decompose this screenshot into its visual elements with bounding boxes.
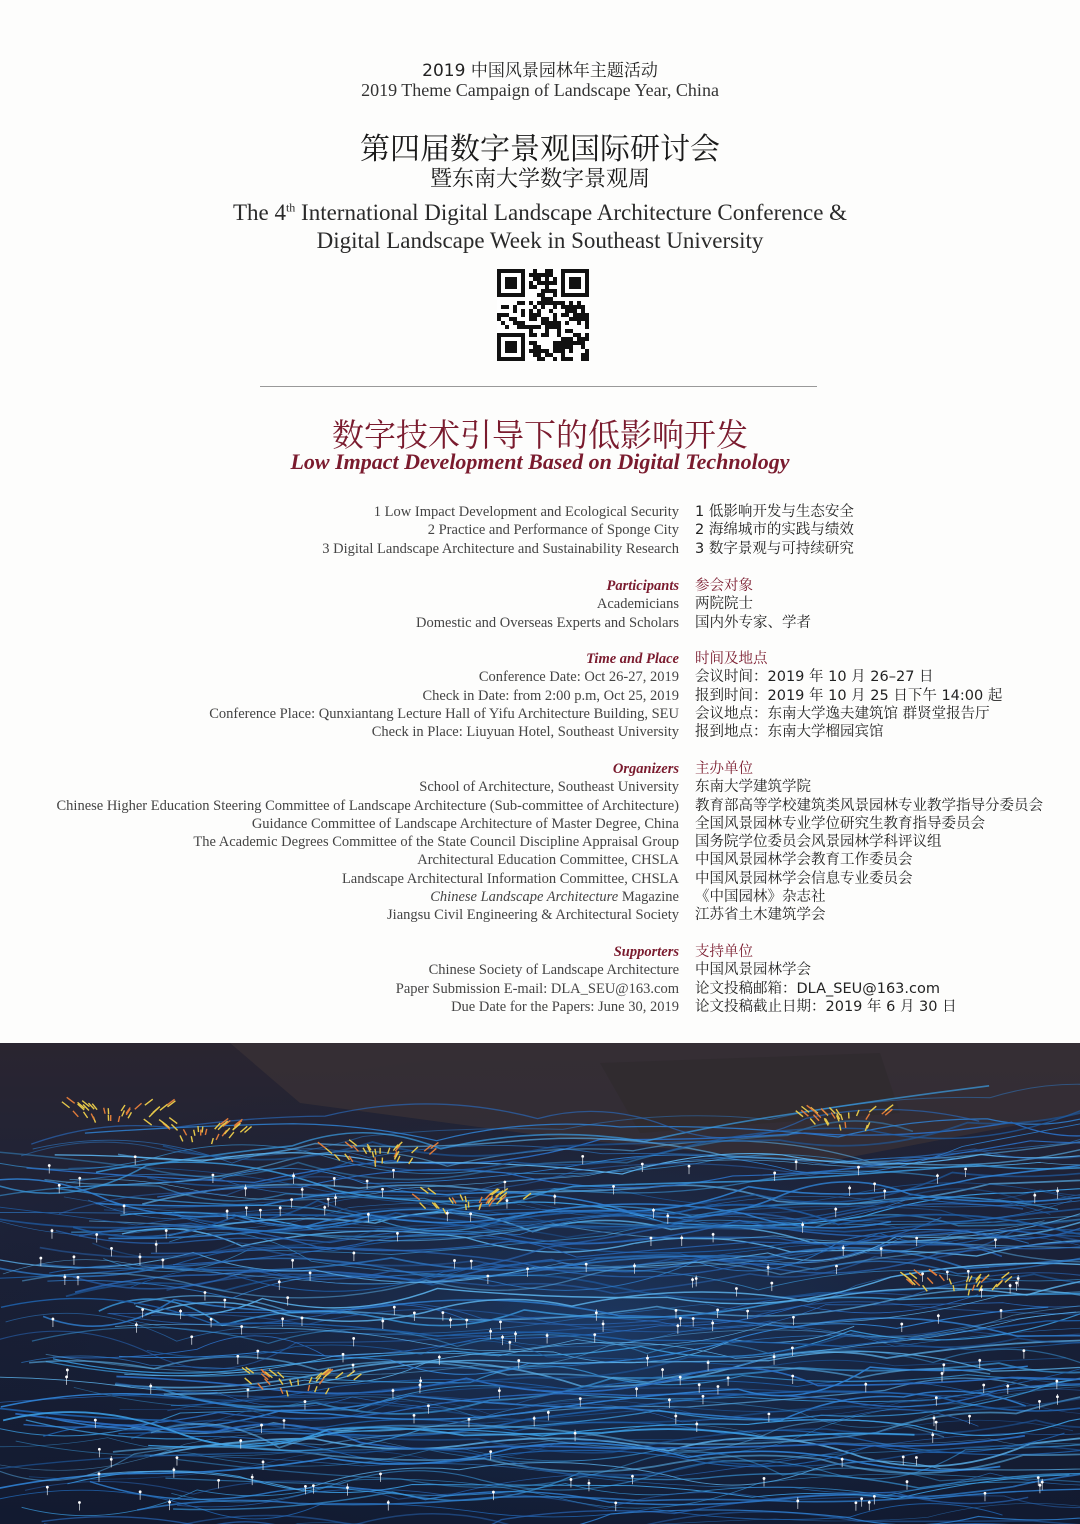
flow-pin-head xyxy=(312,1484,315,1487)
organizer-cn: 全国风景园林专业学位研究生教育指导委员会 xyxy=(695,815,985,832)
flow-pin-head xyxy=(1055,1380,1058,1383)
flow-pin-head xyxy=(695,1423,698,1426)
flow-pin-head xyxy=(63,1276,66,1279)
flow-pin-head xyxy=(240,1325,243,1328)
flow-pin-head xyxy=(226,1210,229,1213)
organizer-cn: 东南大学建筑学院 xyxy=(695,779,811,796)
flow-pin-head xyxy=(413,1414,416,1417)
topics-en xyxy=(0,503,679,558)
participant-en: Academicians xyxy=(596,596,679,613)
flow-pin-head xyxy=(48,1164,51,1167)
flow-pin-head xyxy=(366,1180,369,1183)
organizer-en: The Academic Degrees Committee of the State Council Discipline Appraisal Group xyxy=(193,834,679,851)
flow-pin-head xyxy=(860,1497,863,1500)
flow-pin-head xyxy=(854,1501,857,1504)
flow-pin-head xyxy=(239,1439,242,1442)
flow-pin-head xyxy=(646,1357,649,1360)
flow-pin-head xyxy=(190,1335,193,1338)
flow-pin-head xyxy=(1039,1484,1042,1487)
topic-cn: 1 低影响开发与生态安全 xyxy=(695,504,854,520)
organizer-cn: 《中国园林》杂志社 xyxy=(695,889,826,906)
flow-pin-head xyxy=(236,1355,239,1358)
flow-pin-head xyxy=(333,1177,336,1180)
flow-arrow xyxy=(202,1127,203,1133)
flow-pin-head xyxy=(489,1450,492,1453)
flow-pin-head xyxy=(438,1356,441,1359)
campaign-title-en: 2019 Theme Campaign of Landscape Year, China xyxy=(361,80,719,100)
flow-pin-head xyxy=(352,1364,355,1367)
flow-pin-head xyxy=(1041,1481,1044,1484)
flow-pin-head xyxy=(149,1385,152,1388)
flow-pin-head xyxy=(381,1320,384,1323)
supporters-cn xyxy=(695,943,1075,1016)
flow-pin-head xyxy=(98,1448,101,1451)
conference-subtitle-cn: 暨东南大学数字景观周 xyxy=(429,167,650,192)
flow-pin-head xyxy=(941,1372,944,1375)
flow-pin-head xyxy=(921,1272,924,1275)
flow-pin-head xyxy=(935,1421,938,1424)
time-place-cn xyxy=(695,650,1075,741)
participants-en xyxy=(0,577,679,632)
flow-pin-head xyxy=(691,1278,694,1281)
flow-pin-head xyxy=(570,1478,573,1481)
organizer-cn: 中国风景园林学会信息专业委员会 xyxy=(695,870,913,887)
flow-pin-head xyxy=(392,1389,395,1392)
flow-pin-head xyxy=(514,1332,517,1335)
flow-pin-head xyxy=(1015,1282,1018,1285)
flow-pin-head xyxy=(980,1288,983,1291)
flow-pin-head xyxy=(935,1396,938,1399)
title-en-pre: The 4 xyxy=(232,200,286,225)
flow-pin-head xyxy=(906,1480,909,1483)
flow-pin-head xyxy=(883,1190,886,1193)
flow-pin-head xyxy=(635,1387,638,1390)
flow-pin-head xyxy=(1022,1349,1025,1352)
flow-pin-head xyxy=(65,1376,68,1379)
theme-title-en: Low Impact Development Based on Digital Technology xyxy=(290,449,790,474)
flow-pin-head xyxy=(968,1415,971,1418)
conference-title-cn: 第四届数字景观国际研讨会 xyxy=(360,132,720,167)
flow-pin-head xyxy=(123,1205,126,1208)
flow-pin-head xyxy=(842,1247,845,1250)
flow-pin-head xyxy=(702,1395,705,1398)
flow-pin-head xyxy=(453,1259,456,1262)
flow-arrow xyxy=(198,1126,199,1132)
flow-pin-head xyxy=(260,1424,263,1427)
flow-pin-head xyxy=(244,1187,247,1190)
organizers-cn xyxy=(695,760,1075,925)
flow-pin-head xyxy=(346,1486,349,1489)
organizers-en xyxy=(0,760,679,925)
flow-pin-head xyxy=(352,1337,355,1340)
flow-pin-head xyxy=(155,1243,158,1246)
flow-pin-head xyxy=(931,1433,934,1436)
landscape-flow-image xyxy=(0,1043,1080,1524)
flow-pin-head xyxy=(304,1485,307,1488)
flow-pin-head xyxy=(641,1163,644,1166)
flow-pin-head xyxy=(110,1458,113,1461)
flow-pin-head xyxy=(717,1385,720,1388)
flow-arrow xyxy=(845,1122,846,1128)
flow-pin-head xyxy=(661,1368,664,1371)
flow-pin-head xyxy=(574,1432,577,1435)
flow-pin-head xyxy=(342,1353,345,1356)
organizers-heading-en: Organizers xyxy=(612,761,679,777)
flow-pin-head xyxy=(834,1208,837,1211)
flow-pin-head xyxy=(933,1417,936,1420)
flow-pin-head xyxy=(134,1155,137,1158)
flow-pin-head xyxy=(848,1187,851,1190)
flow-pin-head xyxy=(281,1317,284,1320)
flow-pin-head xyxy=(110,1247,113,1250)
flow-pin-head xyxy=(546,1334,549,1337)
participants-heading-cn: 参会对象 xyxy=(695,578,753,594)
participants-cn xyxy=(695,577,1075,632)
flow-arrow xyxy=(466,1204,467,1210)
flow-pin-head xyxy=(381,1188,384,1191)
flow-pin-head xyxy=(292,1174,295,1177)
participant-cn: 两院院士 xyxy=(695,596,753,613)
flow-pin-head xyxy=(612,1185,615,1188)
conference-title-en-line2: Digital Landscape Week in Southeast University xyxy=(316,228,764,253)
flow-pin-head xyxy=(937,1314,940,1317)
flow-pin-head xyxy=(367,1213,370,1216)
flow-pin-head xyxy=(767,1413,770,1416)
flow-pin-head xyxy=(51,1229,54,1232)
flow-pin-head xyxy=(675,1309,678,1312)
flow-pin-head xyxy=(978,1359,981,1362)
flow-pin-head xyxy=(217,1479,220,1482)
flow-pin-head xyxy=(327,1198,330,1201)
flow-pin-head xyxy=(873,1182,876,1185)
flow-pin-head xyxy=(936,1174,939,1177)
flow-pin-head xyxy=(498,1389,501,1392)
flow-pin-head xyxy=(553,1195,556,1198)
flow-pin-head xyxy=(427,1404,430,1407)
theme-title-cn: 数字技术引导下的低影响开发 xyxy=(331,416,748,454)
flow-pin-head xyxy=(735,1287,738,1290)
flow-pin-head xyxy=(796,1500,799,1503)
title-en-post: International Digital Landscape Architecture Conference & xyxy=(295,200,848,225)
topic-en: 1 Low Impact Development and Ecological Security xyxy=(373,504,679,520)
flow-pin-head xyxy=(52,1318,55,1321)
flow-pin-head xyxy=(526,1267,529,1270)
flow-pin-head xyxy=(727,1376,730,1379)
participant-en: Domestic and Overseas Experts and Scholars xyxy=(416,614,679,631)
supporters-heading-cn: 支持单位 xyxy=(695,944,753,960)
flow-pin-head xyxy=(902,1456,905,1459)
flow-pin-head xyxy=(387,1501,390,1504)
flow-pin-head xyxy=(680,1237,683,1240)
flow-pin-head xyxy=(486,1275,489,1278)
flow-pin-head xyxy=(262,1461,265,1464)
flow-pin-head xyxy=(650,1237,653,1240)
flow-pin-head xyxy=(868,1501,871,1504)
time-place-item-cn: 报到时间：2019 年 10 月 25 日下午 14:00 起 xyxy=(695,687,1003,704)
flow-pin-head xyxy=(835,1265,838,1268)
flow-pin-head xyxy=(857,1166,860,1169)
time-place-item-en: Check in Date: from 2:00 p.m, Oct 25, 2019 xyxy=(422,687,679,704)
flow-pin-head xyxy=(1038,1400,1041,1403)
flow-pin-head xyxy=(179,1310,182,1313)
flow-pin-head xyxy=(468,1418,471,1421)
flow-pin-head xyxy=(499,1320,502,1323)
flow-pin-head xyxy=(602,1322,605,1325)
flow-pin-head xyxy=(967,1270,970,1273)
flow-pin-head xyxy=(746,1310,749,1313)
flow-pin-head xyxy=(73,1255,76,1258)
flow-pin-head xyxy=(446,1212,449,1215)
submission-email-en[interactable]: Paper Submission E-mail: DLA_SEU@163.com xyxy=(395,980,679,997)
flow-pin-head xyxy=(547,1411,550,1414)
flow-pin-head xyxy=(1000,1309,1003,1312)
organizer-en: Chinese Higher Education Steering Committee of Landscape Architecture (Sub-committee of Architecture) xyxy=(56,797,679,814)
flow-pin-head xyxy=(46,1486,49,1489)
flow-pin-head xyxy=(767,1266,770,1269)
topic-en: 2 Practice and Performance of Sponge City xyxy=(427,522,679,539)
flow-pin-head xyxy=(449,1319,452,1322)
flow-pin-head xyxy=(172,1468,175,1471)
flow-pin-head xyxy=(323,1206,326,1209)
flow-pin-head xyxy=(698,1383,701,1386)
flow-pin-head xyxy=(245,1206,248,1209)
flow-pin-head xyxy=(666,1214,669,1217)
flow-pin-head xyxy=(379,1473,382,1476)
flow-pin-head xyxy=(419,1384,422,1387)
flow-pin-head xyxy=(251,1476,254,1479)
qr-code[interactable] xyxy=(497,269,589,361)
flow-pin-head xyxy=(864,1383,867,1386)
topic-cn: 3 数字景观与可持续研究 xyxy=(695,540,854,557)
flow-pin-head xyxy=(1056,1190,1059,1193)
flow-pin-head xyxy=(259,1209,262,1212)
flow-pin-head xyxy=(176,1456,179,1459)
flow-pin-head xyxy=(915,1456,918,1459)
flow-pin-head xyxy=(470,1260,473,1263)
organizer-cn: 中国风景园林学会教育工作委员会 xyxy=(695,852,913,869)
flow-pin-head xyxy=(256,1350,259,1353)
flow-pin-head xyxy=(984,1492,987,1495)
flow-pin-head xyxy=(770,1282,773,1285)
flow-pin-head xyxy=(595,1311,598,1314)
flow-pin-head xyxy=(763,1477,766,1480)
organizer-en: School of Architecture, Southeast University xyxy=(419,779,679,796)
time-place-item-en: Conference Date: Oct 26-27, 2019 xyxy=(478,669,679,686)
flow-pin-head xyxy=(441,1311,444,1314)
magazine-name: Chinese Landscape Architecture xyxy=(430,889,619,906)
organizer-cn: 江苏省土木建筑学会 xyxy=(695,907,826,924)
flow-pin-head xyxy=(1017,1277,1020,1280)
topic-cn: 2 海绵城市的实践与绩效 xyxy=(695,522,854,539)
flow-pin-head xyxy=(688,1165,691,1168)
flow-pin-head xyxy=(585,1263,588,1266)
flow-pin-head xyxy=(712,1233,715,1236)
flow-pin-head xyxy=(283,1419,286,1422)
flow-pin-head xyxy=(631,1475,634,1478)
flow-pin-head xyxy=(465,1319,468,1322)
flow-pin-head xyxy=(304,1400,307,1403)
participant-cn: 国内外专家、学者 xyxy=(695,614,811,631)
flow-pin-head xyxy=(489,1330,492,1333)
flow-pin-head xyxy=(352,1252,355,1255)
flow-pin-head xyxy=(501,1336,504,1339)
flow-pin-head xyxy=(1056,1395,1059,1398)
flow-pin-head xyxy=(716,1309,719,1312)
organizer-en: Jiangsu Civil Engineering & Architectural Society xyxy=(387,907,679,924)
flow-pin-head xyxy=(78,1501,81,1504)
flow-pin-head xyxy=(210,1318,213,1321)
flow-pin-head xyxy=(915,1237,918,1240)
organizer-en: Landscape Architectural Information Committee, CHSLA xyxy=(341,870,679,887)
flow-pin-head xyxy=(946,1271,949,1274)
magazine-suffix: Magazine xyxy=(618,889,679,906)
flow-pin-head xyxy=(581,1155,584,1158)
flow-pin-head xyxy=(78,1177,81,1180)
flow-pin-head xyxy=(139,1256,142,1259)
flow-pin-head xyxy=(593,1333,596,1336)
flow-pin-head xyxy=(212,1174,215,1177)
flow-pin-head xyxy=(413,1311,416,1314)
flow-pin-head xyxy=(141,1308,144,1311)
flow-pin-head xyxy=(679,1376,682,1379)
supporters-heading-en: Supporters xyxy=(613,944,679,960)
flow-pin-head xyxy=(841,1458,844,1461)
flow-pin-head xyxy=(791,1375,794,1378)
flow-pin-head xyxy=(506,1199,509,1202)
time-place-heading-cn: 时间及地点 xyxy=(695,651,768,667)
flow-pin-head xyxy=(711,1322,714,1325)
flow-pin-head xyxy=(880,1247,883,1250)
flow-pin-head xyxy=(290,1198,293,1201)
flow-pin-head xyxy=(66,1369,69,1372)
flow-pin-head xyxy=(652,1209,655,1212)
flow-pin-head xyxy=(223,1299,226,1302)
flow-pin-head xyxy=(301,1317,304,1320)
flow-pin-head xyxy=(676,1324,679,1327)
flow-pin-head xyxy=(942,1363,945,1366)
organizer-en: Architectural Education Committee, CHSLA xyxy=(417,852,679,869)
flow-pin-head xyxy=(964,1168,967,1171)
flow-pin-head xyxy=(982,1384,985,1387)
flow-pin-head xyxy=(1037,1476,1040,1479)
flow-pin-head xyxy=(291,1259,294,1262)
flow-pin-head xyxy=(286,1296,289,1299)
time-place-item-cn: 会议地点：东南大学逸夫建筑馆 群贤堂报告厅 xyxy=(695,705,990,722)
flow-pin-head xyxy=(309,1271,312,1274)
organizer-en-magazine xyxy=(0,888,679,906)
flow-pin-head xyxy=(791,1346,794,1349)
flow-pin-head xyxy=(204,1291,207,1294)
flow-pin-head xyxy=(334,1196,337,1199)
flow-pin-head xyxy=(792,1316,795,1319)
time-place-item-en: Check in Place: Liuyuan Hotel, Southeast University xyxy=(371,724,679,741)
time-place-en xyxy=(0,650,679,741)
topic-en: 3 Digital Landscape Architecture and Sustainability Research xyxy=(322,540,679,557)
flow-pin-head xyxy=(503,1181,506,1184)
time-place-item-cn: 会议时间：2019 年 10 月 26–27 日 xyxy=(695,669,934,686)
divider xyxy=(260,386,817,387)
flow-pin-head xyxy=(517,1359,520,1362)
flow-pin-head xyxy=(168,1501,171,1504)
supporter-cn: 中国风景园林学会 xyxy=(695,962,811,979)
flow-pin-head xyxy=(165,1229,168,1232)
flow-pin-head xyxy=(301,1188,304,1191)
flow-pin-head xyxy=(469,1212,472,1215)
flow-pin-head xyxy=(1006,1385,1009,1388)
conference-title-en xyxy=(0,200,1080,226)
flow-pin-head xyxy=(492,1491,495,1494)
organizers-heading-cn: 主办单位 xyxy=(695,761,753,777)
flow-pin-head xyxy=(801,1223,804,1226)
flow-pin-head xyxy=(633,1264,636,1267)
flow-pin-head xyxy=(135,1323,138,1326)
organizer-cn: 教育部高等学校建筑类风景园林专业教学指导分委员会 xyxy=(695,797,1043,814)
flow-pin-head xyxy=(98,1472,101,1475)
flow-pin-head xyxy=(161,1259,164,1262)
flow-pin-head xyxy=(392,1169,395,1172)
flow-pin-head xyxy=(508,1341,511,1344)
time-place-item-en: Conference Place: Qunxiantang Lecture Hall of Yifu Architecture Building, SEU xyxy=(209,705,679,722)
time-place-item-cn: 报到地点：东南大学榴园宾馆 xyxy=(695,724,884,741)
flow-pin-head xyxy=(773,1172,776,1175)
flow-pin-head xyxy=(1009,1284,1012,1287)
flow-pin-head xyxy=(396,1232,399,1235)
flow-pin-head xyxy=(994,1238,997,1241)
flow-pin-head xyxy=(95,1233,98,1236)
flow-pin-head xyxy=(39,1257,42,1260)
flow-pin-head xyxy=(579,1397,582,1400)
topics-cn xyxy=(695,503,1075,558)
organizer-en: Guidance Committee of Landscape Architecture of Master Degree, China xyxy=(251,815,679,832)
flow-pin-head xyxy=(278,1281,281,1284)
flow-pin-head xyxy=(614,1502,617,1505)
submission-email-cn[interactable]: 论文投稿邮箱：DLA_SEU@163.com xyxy=(695,980,940,997)
flow-pin-head xyxy=(674,1415,677,1418)
due-date-en: Due Date for the Papers: June 30, 2019 xyxy=(451,998,679,1015)
time-place-heading-en: Time and Place xyxy=(586,651,679,667)
flow-pin-head xyxy=(873,1495,876,1498)
flow-pin-head xyxy=(1033,1194,1036,1197)
flow-pin-head xyxy=(695,1277,698,1280)
flow-pin-head xyxy=(77,1276,80,1279)
flow-pin-head xyxy=(668,1399,671,1402)
flow-pin-head xyxy=(588,1482,591,1485)
flow-pin-head xyxy=(247,1388,250,1391)
title-en-sup: th xyxy=(285,200,296,215)
flow-pin-head xyxy=(94,1419,97,1422)
participants-heading-en: Participants xyxy=(606,578,679,594)
flow-pin-head xyxy=(773,1355,776,1358)
flow-pin-head xyxy=(692,1317,695,1320)
supporter-en: Chinese Society of Landscape Architecture xyxy=(428,962,679,979)
flow-pin-head xyxy=(419,1379,422,1382)
flow-pin-head xyxy=(139,1490,142,1493)
flow-pin-head xyxy=(900,1323,903,1326)
flow-pin-head xyxy=(533,1417,536,1420)
flow-pin-head xyxy=(707,1361,710,1364)
due-date-cn: 论文投稿截止日期：2019 年 6 月 30 日 xyxy=(695,998,957,1015)
flow-pin-head xyxy=(393,1306,396,1309)
supporters-en xyxy=(0,943,679,1016)
flow-pin-head xyxy=(279,1207,282,1210)
flow-pin-head xyxy=(58,1184,61,1187)
flow-pin-head xyxy=(679,1317,682,1320)
campaign-title-cn: 2019 中国风景园林年主题活动 xyxy=(422,61,658,81)
organizer-cn: 国务院学位委员会风景园林学科评议组 xyxy=(695,834,942,851)
flow-pin-head xyxy=(795,1160,798,1163)
flow-arrow xyxy=(375,1161,376,1167)
